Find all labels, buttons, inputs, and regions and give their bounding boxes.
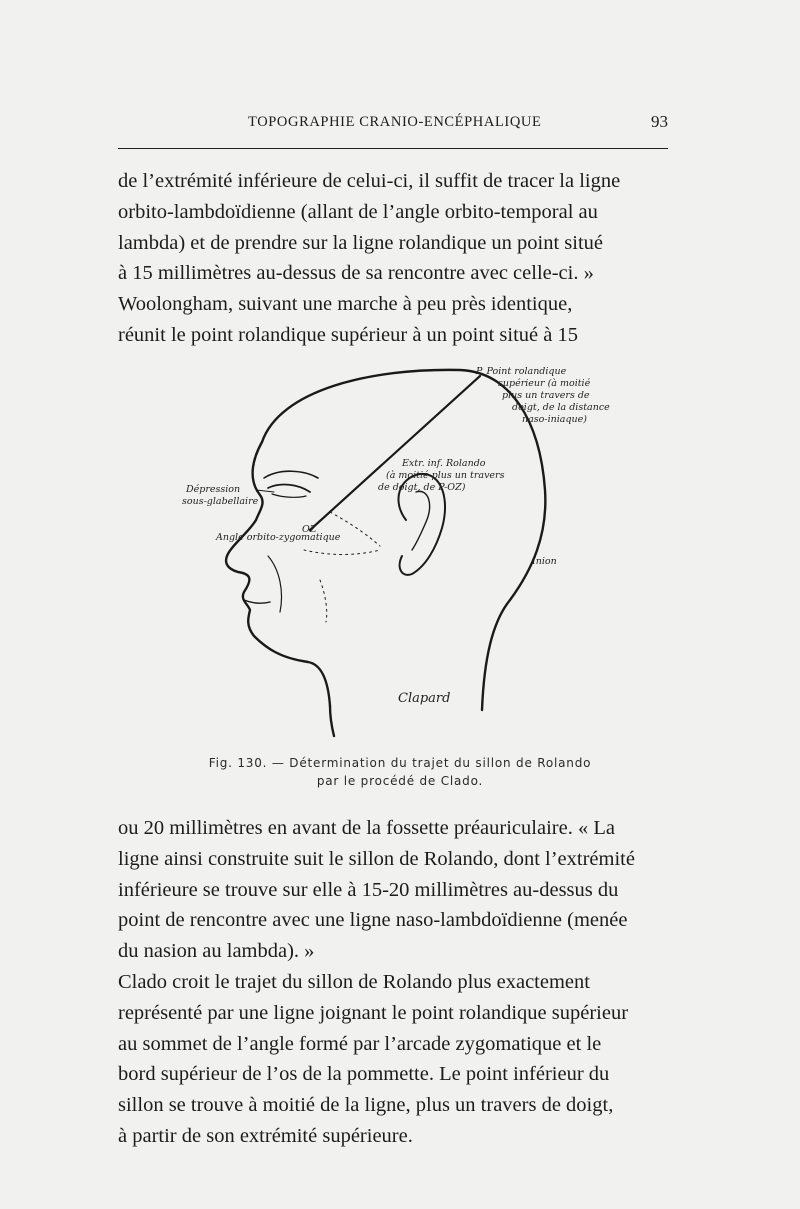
rolando-line [310,376,480,530]
paragraph-top [118,166,670,351]
text-line: inférieure se trouve sur elle à 15-20 millimètres au-dessus du [118,878,619,901]
text-line: lambda) et de prendre sur la ligne rolandique un point situé [118,231,604,254]
label-angle: Angle orbito-zygomatique [216,532,341,543]
text-line: à 15 millimètres au-dessus de sa rencontre avec celle-ci. » [118,262,594,285]
text-line: orbito-lambdoïdienne (allant de l’angle orbito-temporal au [118,200,598,223]
text-line: point de rencontre avec une ligne naso-lambdoïdienne (menée [118,909,628,932]
text-line: bord supérieur de l’os de la pommette. Le point inférieur du [118,1063,610,1086]
caption-line-1: Fig. 130. — Détermination du trajet du sillon de Rolando [208,756,592,770]
label-plus-un: plus un travers de [502,390,590,401]
paragraph-bottom [118,813,678,1152]
page-number: 93 [651,112,668,131]
label-de-doigt: de doigt, de P-OZ) [378,482,466,493]
ear-inner [412,491,430,550]
text-line: sillon se trouve à moitié de la ligne, plus un travers de doigt, [118,1094,614,1117]
text-line: représenté par une ligne joignant le point rolandique supérieur [118,1001,629,1024]
label-oz: OZ [302,524,317,535]
header-rule [118,148,668,149]
text-line: du nasion au lambda). » [118,940,315,963]
eye-lower [272,494,306,497]
header-title: TOPOGRAPHIE CRANIO-ENCÉPHALIQUE [248,114,542,130]
head-drawing [180,360,610,740]
zygomatic-dots [304,550,380,555]
label-doigt: doigt, de la distance [512,402,610,413]
signature: Clapard [398,691,451,706]
caption-line-2: par le procédé de Clado. [316,774,484,788]
running-header [118,114,670,136]
head-profile-figure [180,360,610,740]
neck-line [330,706,334,736]
mouth [244,600,270,603]
label-point-rolandique: P. Point rolandique [476,366,567,377]
text-line: de l’extrémité inférieure de celui-ci, il suffit de tracer la ligne [118,170,621,192]
text-line: ligne ainsi construite suit le sillon de Rolando, dont l’extrémité [118,847,635,870]
label-extr-inf: Extr. inf. Rolando [402,458,486,469]
label-a-moitie: (à moitié plus un travers [386,470,505,481]
figure-caption [150,754,650,790]
label-depression: Dépression [186,484,241,495]
label-superieur: supérieur (à moitié [498,378,591,389]
eye-lid [268,485,310,492]
text-line: Woolongham, suivant une marche à peu près identique, [118,293,573,316]
eyebrow [264,471,318,478]
label-sous-glabellaire: sous-glabellaire [182,496,259,507]
text-line: au sommet de l’angle formé par l’arcade zygomatique et le [118,1032,602,1055]
text-line: ou 20 millimètres en avant de la fossette préauriculaire. « La [118,817,615,839]
text-line: Clado croit le trajet du sillon de Rolando plus exactement [118,970,590,993]
label-inion: Inion [532,556,557,567]
label-naso: naso-iniaque) [522,414,587,425]
text-line: à partir de son extrémité supérieure. [118,1124,413,1147]
text-line: réunit le point rolandique supérieur à un point situé à 15 [118,323,578,346]
jaw-dots [320,580,327,622]
nasolabial-fold [268,556,282,612]
